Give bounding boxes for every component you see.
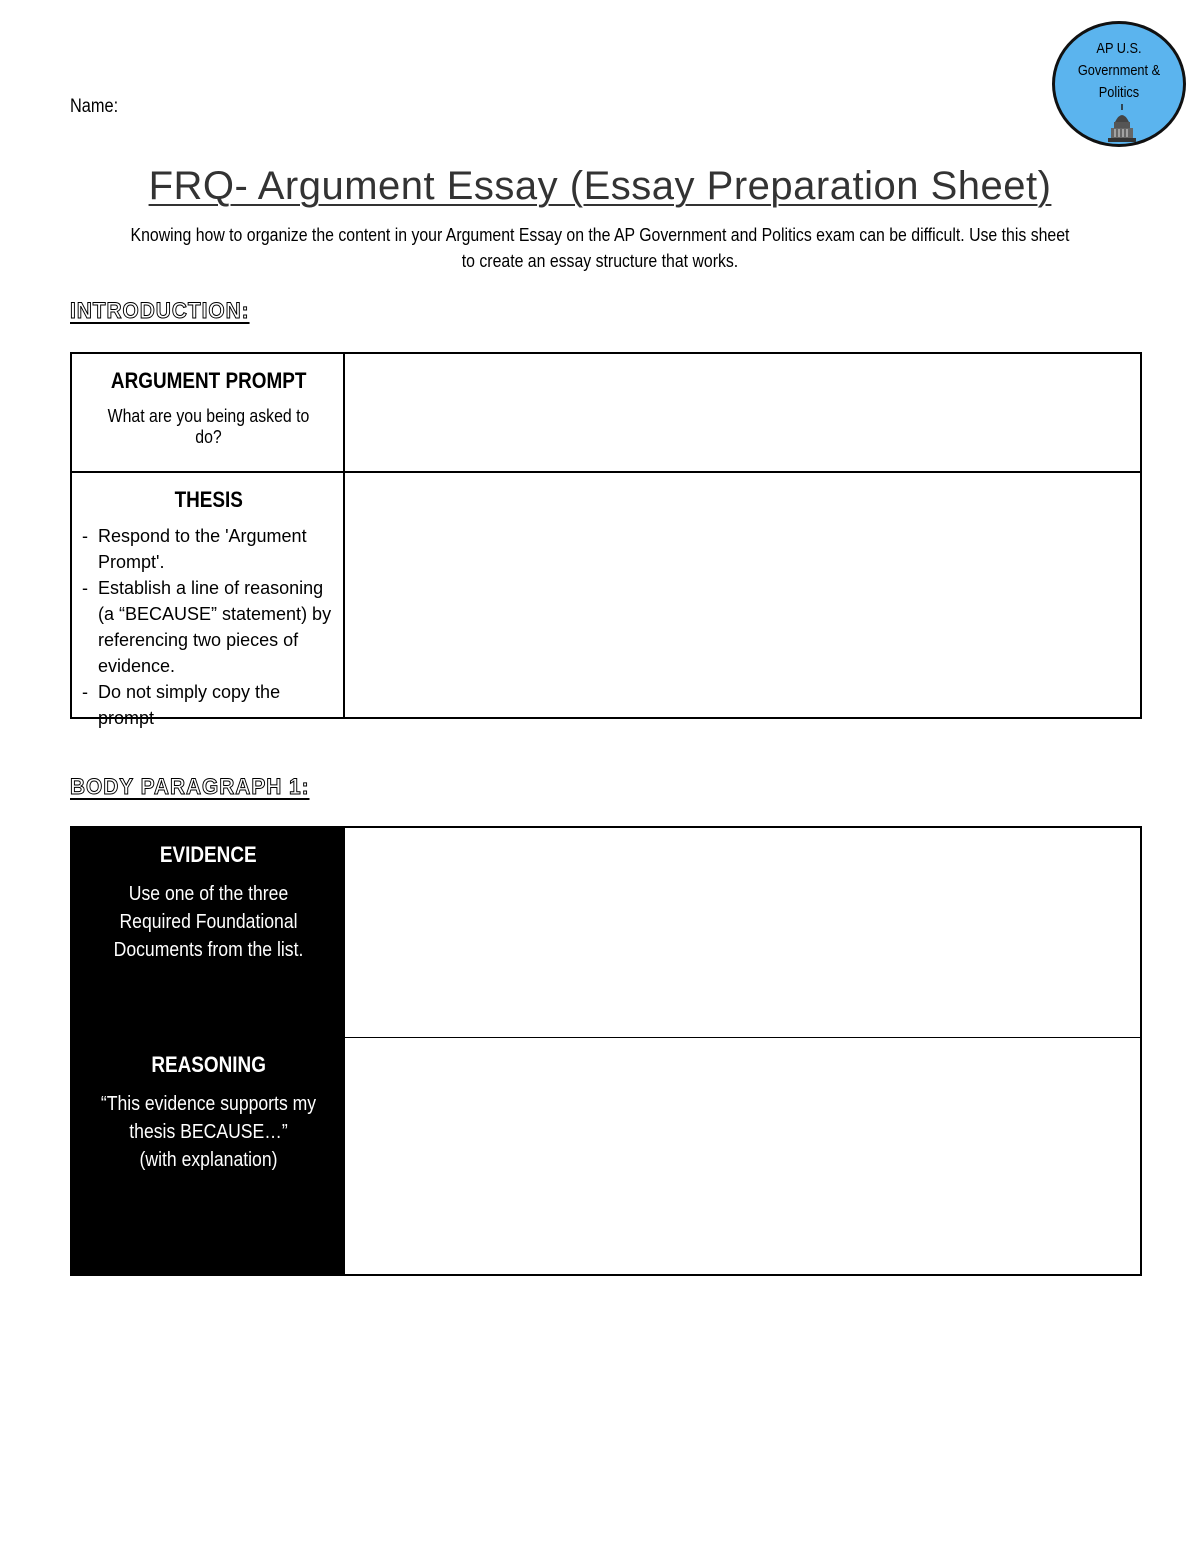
list-item: - Establish a line of reasoning (a “BECAUSE” statement) by referencing two pieces of evidence. [82, 575, 335, 679]
cell-title: EVIDENCE [160, 842, 257, 867]
list-item: - Respond to the 'Argument Prompt'. [82, 523, 335, 575]
answer-cell-argument-prompt[interactable] [345, 354, 1140, 471]
label-cell [72, 828, 345, 1037]
reasoning-line: “This evidence supports my thesis BECAUSE…” [100, 1093, 317, 1143]
cell-description: What are you being asked to do? [107, 406, 310, 447]
answer-cell-reasoning[interactable] [345, 1038, 1140, 1274]
table-row-evidence [72, 828, 1140, 1037]
course-seal [1052, 21, 1186, 147]
list-item: - Do not simply copy the prompt [82, 679, 335, 731]
label-cell [72, 354, 345, 471]
name-label: Name: [70, 96, 119, 117]
section-heading-introduction: INTRODUCTION: [70, 298, 250, 323]
table-row-reasoning [72, 1037, 1140, 1274]
intro-text-content: Knowing how to organize the content in your Argument Essay on the AP Government and Politics exam can be difficult. Use this sheet to create an essay structure that works. [130, 225, 1070, 271]
answer-cell-evidence[interactable] [345, 828, 1140, 1037]
label-cell [72, 1038, 345, 1274]
table-row-thesis [72, 471, 1140, 728]
section-heading-body-paragraph: BODY PARAGRAPH 1: [70, 774, 310, 799]
capitol-icon [1107, 104, 1137, 144]
cell-title: THESIS [174, 487, 243, 512]
intro-text [60, 222, 1140, 274]
table-row-argument-prompt [72, 354, 1140, 471]
answer-cell-thesis[interactable] [345, 473, 1140, 717]
reasoning-line: (with explanation) [139, 1149, 278, 1171]
cell-description [97, 1090, 320, 1174]
cell-title: ARGUMENT PROMPT [110, 368, 307, 393]
body-paragraph-table [70, 826, 1142, 1276]
thesis-bullet-list [82, 523, 335, 731]
cell-title: REASONING [151, 1052, 266, 1077]
label-cell [72, 473, 345, 728]
seal-text: AP U.S. Government & Politics [1077, 40, 1161, 101]
introduction-table [70, 352, 1142, 728]
cell-description: Use one of the three Required Foundational Documents from the list. [113, 883, 304, 961]
page-title: FRQ- Argument Essay (Essay Preparation Sheet) [148, 164, 1052, 208]
